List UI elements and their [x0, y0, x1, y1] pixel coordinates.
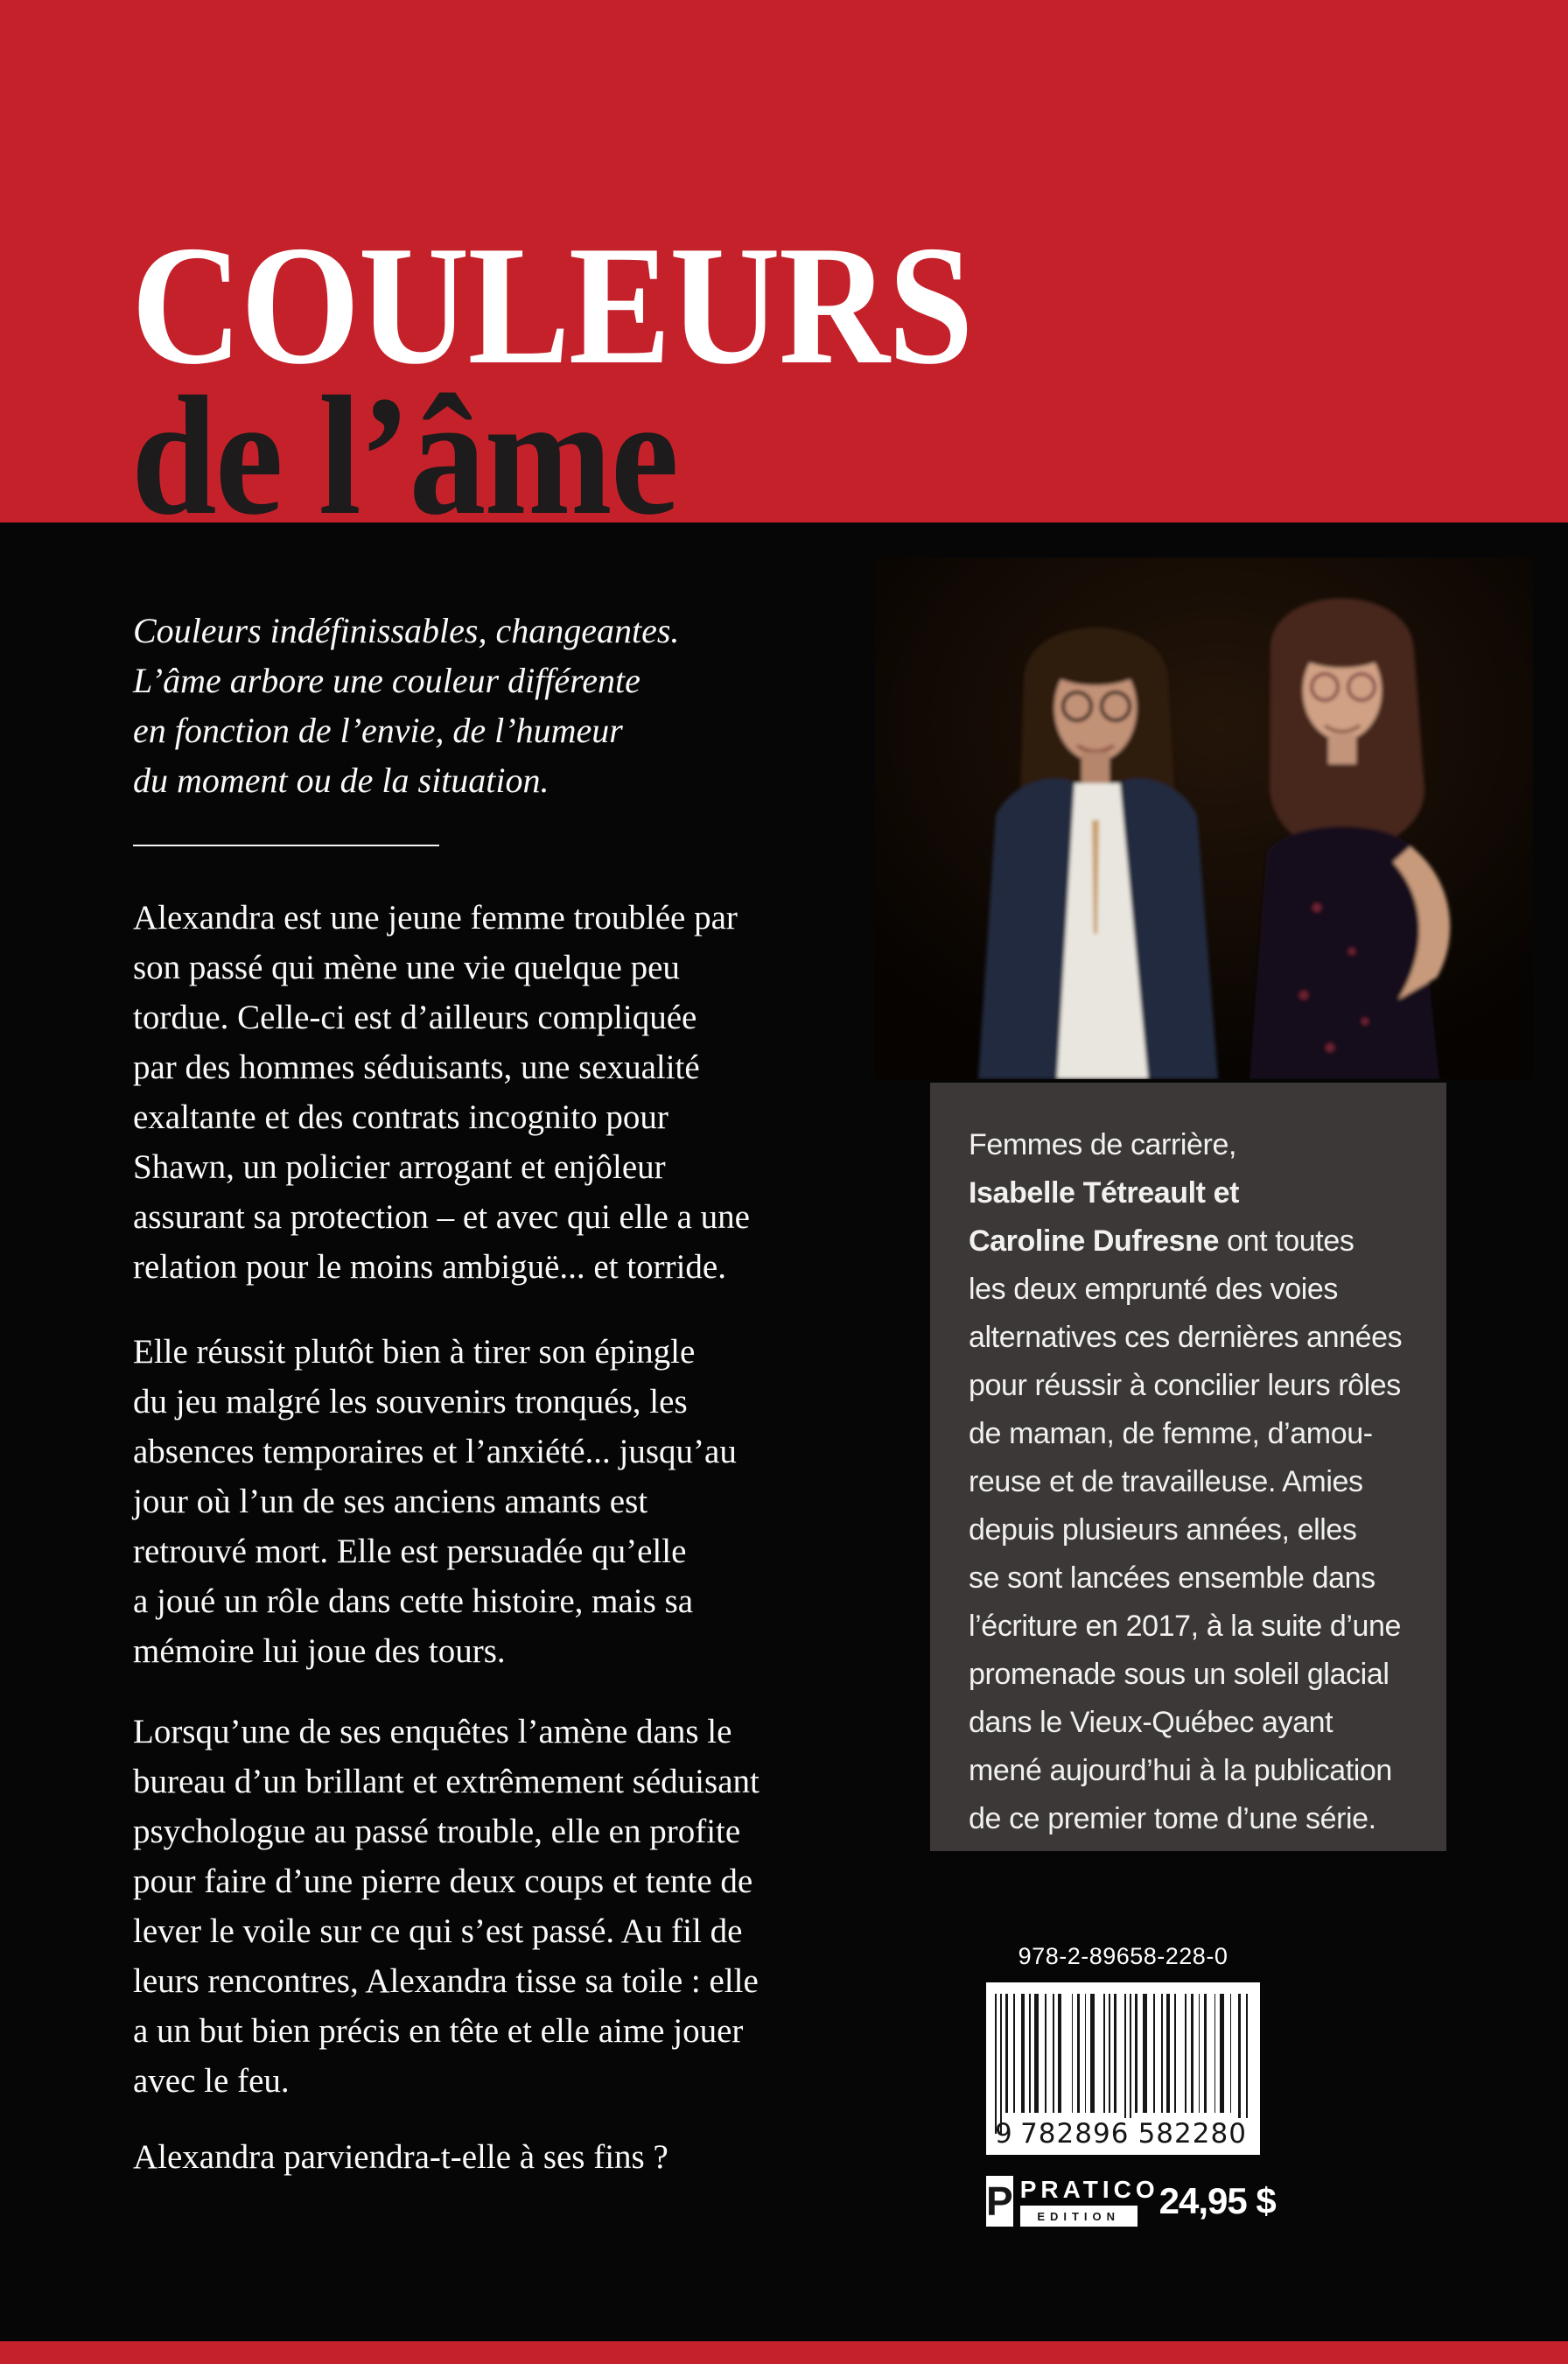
tagline-quote: Couleurs indéfinissables, changeantes. L’âme arbore une couleur différente en fonction de l’envie, de l’humeur du moment ou de la situation.	[133, 611, 680, 800]
book-title-sub: de l’âme	[131, 361, 678, 551]
barcode-bar	[1029, 1994, 1031, 2113]
barcode-lead-digit: 9	[995, 2118, 1012, 2150]
isbn-number: 978-2-89658-228-0	[1018, 1943, 1228, 1969]
barcode-digits	[995, 2118, 1251, 2150]
barcode-bar	[1005, 1994, 1008, 2113]
barcode-bar	[1045, 1994, 1046, 2113]
synopsis-paragraph-3: Lorsqu’une de ses enquêtes l’amène dans le bureau d’un brillant et extrêmement séduisant psychologue au passé trouble, elle en profite pour faire d’une pierre deux coups et tente de lever le voile sur ce qui s’est passé. Au fil de leurs rencontres, Alexandra tisse sa toile : elle a un but bien précis en tête et elle aime jouer avec le feu.	[133, 1713, 760, 2100]
barcode-bar	[1090, 1994, 1095, 2113]
barcode-bar	[1191, 1994, 1194, 2113]
barcode-bar	[1153, 1994, 1155, 2113]
barcode-bar	[1085, 1994, 1087, 2113]
barcode-bar	[1114, 1994, 1116, 2113]
barcode-bar	[1058, 1994, 1060, 2113]
barcode	[986, 1982, 1260, 2155]
publisher-logo	[1020, 2176, 1159, 2227]
authors-photo-illustration	[875, 558, 1533, 1079]
barcode-bar	[1034, 1994, 1039, 2113]
closing-question: Alexandra parviendra-t-elle à ses fins ?	[133, 2138, 668, 2176]
publisher-name: PRATICO	[1019, 2176, 1159, 2203]
barcode-bar	[1109, 1994, 1110, 2113]
barcode-bar	[1077, 1994, 1080, 2113]
barcode-bar	[1130, 1994, 1131, 2134]
barcode-bar	[1013, 1994, 1015, 2113]
barcode-group-1: 782896	[1016, 2118, 1134, 2150]
barcode-bar	[1246, 1994, 1248, 2134]
publisher-row	[986, 2175, 1276, 2227]
publisher-subtitle: EDITION	[1020, 2206, 1138, 2227]
barcode-bar	[1204, 1994, 1207, 2113]
synopsis-paragraph-2: Elle réussit plutôt bien à tirer son épingle du jeu malgré les souvenirs tronqués, les absences temporaires et l’anxiété... jusqu’au jour où l’un de ses anciens amants est retrouvé mort. Elle est persuadée qu’elle a joué un rôle dans cette histoire, mais sa mémoire lui joue des tours.	[133, 1333, 737, 1670]
barcode-bar	[1072, 1994, 1074, 2113]
barcode-bar	[1238, 1994, 1241, 2134]
barcode-bar	[1199, 1994, 1200, 2113]
barcode-bar	[1185, 1994, 1186, 2113]
book-title-main: COULEURS	[131, 211, 972, 400]
authors-bio-panel: Femmes de carrière, Isabelle Tétreault et Caroline Dufresne ont toutes les deux emprunté des voies alternatives ces dernières années pour réussir à concilier leurs rôles de maman, de femme, d’amou- reuse et de travailleuse. Amies depuis plusieurs années, elles se sont lancées ensemble dans l’écriture en 2017, à la suite d’une promenade sous un soleil glacial dans le Vieux-Québec ayant mené aujourd’hui à la publication de ce premier tome d’une série.	[930, 1083, 1446, 1851]
barcode-bar	[1143, 1994, 1147, 2113]
divider-line	[133, 845, 439, 846]
barcode-bar	[1135, 1994, 1138, 2113]
barcode-bar	[1053, 1994, 1054, 2113]
barcode-bar	[1021, 1994, 1024, 2113]
bottom-red-strip	[0, 2341, 1568, 2364]
price-label: 24,95 $	[1158, 2180, 1276, 2221]
barcode-bar	[1161, 1994, 1163, 2113]
synopsis-paragraph-1: Alexandra est une jeune femme troublée par son passé qui mène une vie quelque peu tordue. Celle-ci est d’ailleurs compliquée par des hommes séduisants, une sexualité exaltante et des contrats incognito pour Shawn, un policier arrogant et enjôleur assurant sa protection – et avec qui elle a une relation pour le moins ambiguë... et torride.	[133, 899, 750, 1286]
barcode-bar	[1214, 1994, 1216, 2113]
authors-photo	[875, 558, 1533, 1079]
barcode-bar	[1230, 1994, 1232, 2113]
barcode-bar	[995, 1994, 997, 2134]
barcode-bars	[995, 1994, 1251, 2113]
barcode-bar	[1124, 1994, 1126, 2134]
barcode-bar	[1174, 1994, 1176, 2113]
barcode-bar	[1220, 1994, 1224, 2113]
publisher-monogram: P	[986, 2176, 1013, 2227]
barcode-bar	[1166, 1994, 1169, 2113]
barcode-group-2: 582280	[1134, 2118, 1252, 2150]
barcode-bar	[1000, 1994, 1002, 2134]
barcode-bar	[1103, 1994, 1105, 2113]
